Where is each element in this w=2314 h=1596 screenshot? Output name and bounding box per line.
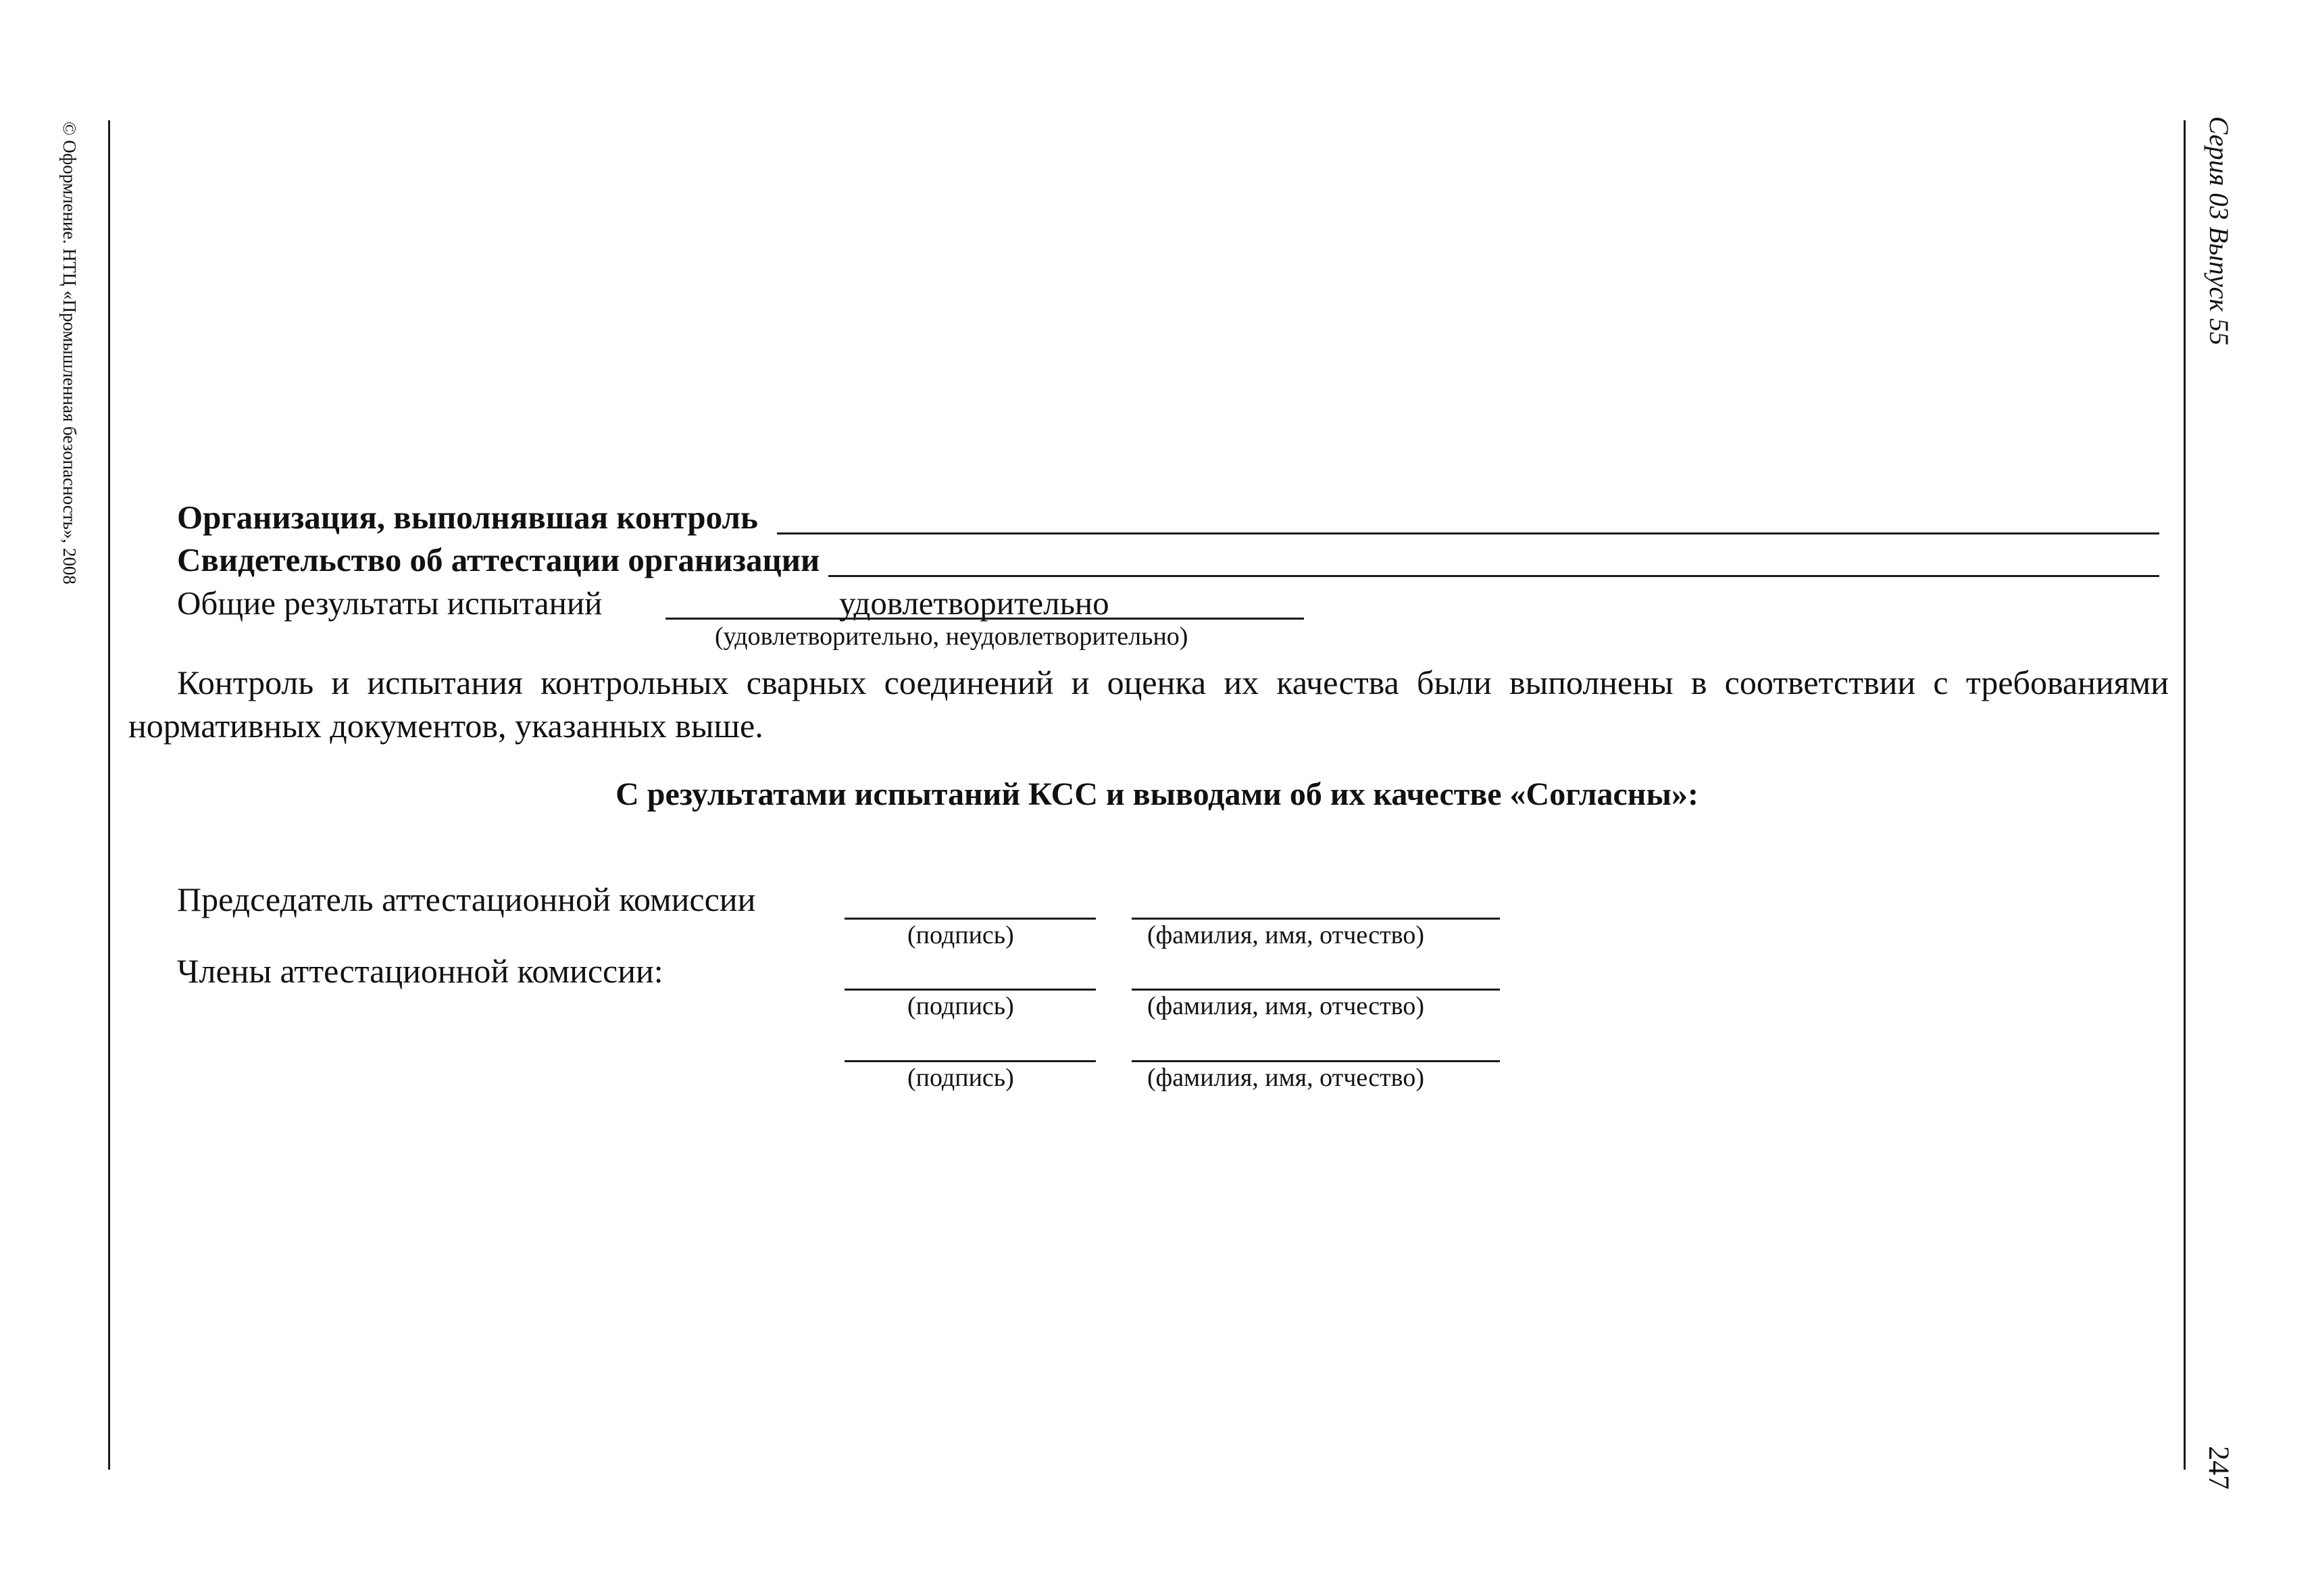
member2-signature-line[interactable]: [845, 1060, 1096, 1062]
compliance-paragraph: Контроль и испытания контрольных сварных соединений и оценка их качества были выполнены в соответствии с требованиями нормативных документов, указанных выше.: [128, 664, 2169, 745]
copyright-note: © Оформление. НТЦ «Промышленная безопасность», 2008: [59, 122, 80, 584]
page-number: 247: [2203, 1446, 2234, 1490]
chairman-label: Председатель аттестационной комиссии: [177, 880, 756, 918]
results-label: Общие результаты испытаний: [177, 584, 603, 622]
chairman-name-hint: (фамилия, имя, отчество): [1147, 921, 1425, 949]
series-issue-note: Серия 03 Выпуск 55: [2204, 116, 2234, 346]
chairman-signature-line[interactable]: [845, 918, 1096, 920]
member1-signature-hint: (подпись): [907, 992, 1014, 1020]
chairman-name-line[interactable]: [1132, 918, 1500, 920]
members-label: Члены аттестационной комиссии:: [177, 952, 663, 990]
member1-signature-line[interactable]: [845, 989, 1096, 991]
certificate-fill-line[interactable]: [828, 575, 2159, 577]
organization-fill-line[interactable]: [777, 532, 2159, 534]
chairman-signature-hint: (подпись): [907, 921, 1014, 949]
member2-signature-hint: (подпись): [907, 1064, 1014, 1092]
member2-name-line[interactable]: [1132, 1060, 1500, 1062]
results-hint: (удовлетворительно, неудовлетворительно): [715, 622, 1188, 651]
organization-label: Организация, выполнявшая контроль: [177, 499, 758, 536]
agreement-heading: С результатами испытаний КСС и выводами об их качестве «Согласны»:: [615, 776, 1699, 812]
member1-name-hint: (фамилия, имя, отчество): [1147, 992, 1425, 1020]
results-value: удовлетворительно: [839, 584, 1109, 622]
certificate-label: Свидетельство об аттестации организации: [177, 541, 820, 578]
member2-name-hint: (фамилия, имя, отчество): [1147, 1064, 1425, 1092]
member1-name-line[interactable]: [1132, 989, 1500, 991]
